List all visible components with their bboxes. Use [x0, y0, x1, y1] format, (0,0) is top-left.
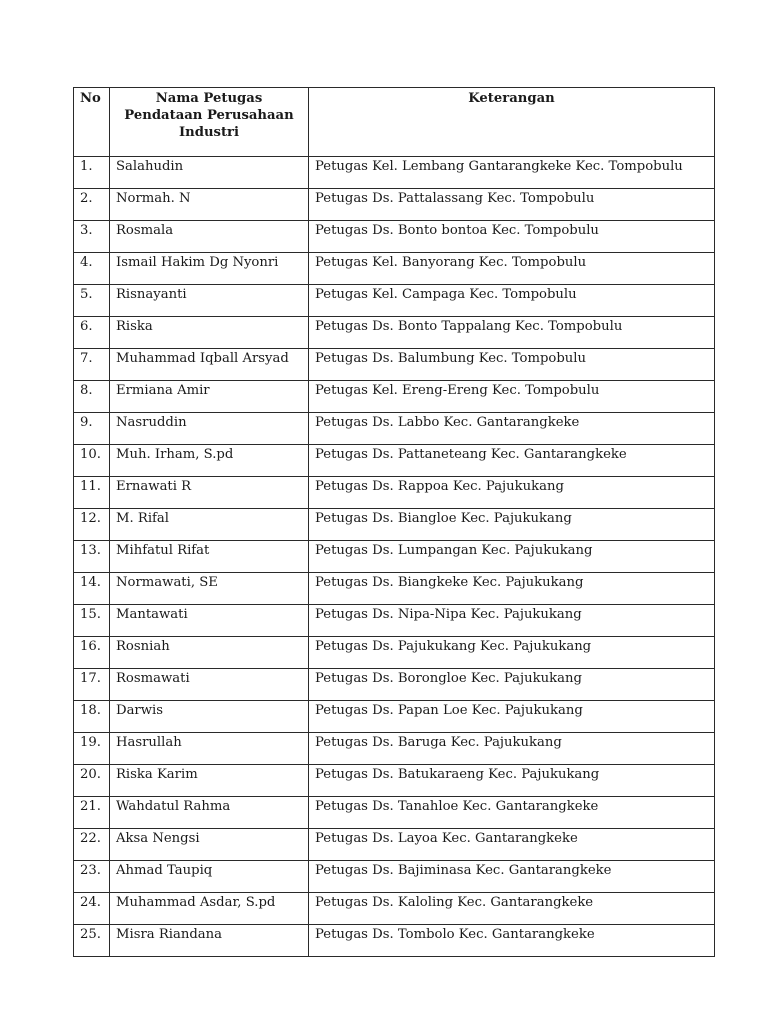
row-nama-petugas: Hasrullah	[110, 733, 309, 765]
table-row	[74, 893, 715, 925]
row-number: 24.	[74, 893, 110, 925]
row-keterangan: Petugas Ds. Biangkeke Kec. Pajukukang	[309, 573, 715, 605]
table-row	[74, 797, 715, 829]
table-row	[74, 829, 715, 861]
row-keterangan: Petugas Ds. Tanahloe Kec. Gantarangkeke	[309, 797, 715, 829]
table-row	[74, 477, 715, 509]
row-nama-petugas: Ismail Hakim Dg Nyonri	[110, 253, 309, 285]
table-row	[74, 701, 715, 733]
row-keterangan: Petugas Kel. Ereng-Ereng Kec. Tompobulu	[309, 381, 715, 413]
row-number: 2.	[74, 189, 110, 221]
row-keterangan: Petugas Ds. Papan Loe Kec. Pajukukang	[309, 701, 715, 733]
row-keterangan: Petugas Ds. Balumbung Kec. Tompobulu	[309, 349, 715, 381]
row-nama-petugas: Salahudin	[110, 157, 309, 189]
row-number: 20.	[74, 765, 110, 797]
row-nama-petugas: Nasruddin	[110, 413, 309, 445]
petugas-table	[73, 87, 715, 957]
row-nama-petugas: Aksa Nengsi	[110, 829, 309, 861]
table-row	[74, 349, 715, 381]
table-row	[74, 541, 715, 573]
table-row	[74, 925, 715, 957]
table-row	[74, 765, 715, 797]
table-row	[74, 285, 715, 317]
row-nama-petugas: Mihfatul Rifat	[110, 541, 309, 573]
row-keterangan: Petugas Ds. Biangloe Kec. Pajukukang	[309, 509, 715, 541]
row-keterangan: Petugas Kel. Campaga Kec. Tompobulu	[309, 285, 715, 317]
row-nama-petugas: Rosmala	[110, 221, 309, 253]
row-nama-petugas: Risnayanti	[110, 285, 309, 317]
row-keterangan: Petugas Ds. Labbo Kec. Gantarangkeke	[309, 413, 715, 445]
row-keterangan: Petugas Ds. Kaloling Kec. Gantarangkeke	[309, 893, 715, 925]
table-row	[74, 861, 715, 893]
row-number: 21.	[74, 797, 110, 829]
row-number: 8.	[74, 381, 110, 413]
row-nama-petugas: Riska	[110, 317, 309, 349]
header-no: No	[74, 88, 110, 157]
row-nama-petugas: Darwis	[110, 701, 309, 733]
row-number: 22.	[74, 829, 110, 861]
table-row	[74, 637, 715, 669]
table-row	[74, 605, 715, 637]
header-nama-petugas	[110, 88, 309, 157]
row-keterangan: Petugas Ds. Batukaraeng Kec. Pajukukang	[309, 765, 715, 797]
row-number: 1.	[74, 157, 110, 189]
header-nama-line3: Industri	[178, 125, 240, 140]
row-nama-petugas: Riska Karim	[110, 765, 309, 797]
row-keterangan: Petugas Ds. Pattalassang Kec. Tompobulu	[309, 189, 715, 221]
row-number: 7.	[74, 349, 110, 381]
document-page	[73, 87, 714, 957]
row-number: 4.	[74, 253, 110, 285]
row-keterangan: Petugas Ds. Baruga Kec. Pajukukang	[309, 733, 715, 765]
row-keterangan: Petugas Ds. Bonto Tappalang Kec. Tompobulu	[309, 317, 715, 349]
row-nama-petugas: Misra Riandana	[110, 925, 309, 957]
row-nama-petugas: Wahdatul Rahma	[110, 797, 309, 829]
row-nama-petugas: Ahmad Taupiq	[110, 861, 309, 893]
row-nama-petugas: Ermiana Amir	[110, 381, 309, 413]
table-row	[74, 733, 715, 765]
row-number: 13.	[74, 541, 110, 573]
row-number: 19.	[74, 733, 110, 765]
row-number: 17.	[74, 669, 110, 701]
row-number: 11.	[74, 477, 110, 509]
table-row	[74, 189, 715, 221]
row-nama-petugas: Muhammad Asdar, S.pd	[110, 893, 309, 925]
table-row	[74, 157, 715, 189]
header-keterangan: Keterangan	[309, 88, 715, 157]
row-nama-petugas: Muhammad Iqball Arsyad	[110, 349, 309, 381]
row-nama-petugas: Normah. N	[110, 189, 309, 221]
table-row	[74, 509, 715, 541]
row-nama-petugas: Normawati, SE	[110, 573, 309, 605]
row-number: 6.	[74, 317, 110, 349]
table-row	[74, 221, 715, 253]
row-keterangan: Petugas Ds. Pattaneteang Kec. Gantarangkeke	[309, 445, 715, 477]
row-number: 23.	[74, 861, 110, 893]
row-number: 18.	[74, 701, 110, 733]
row-number: 12.	[74, 509, 110, 541]
table-row	[74, 445, 715, 477]
header-nama-line2: Pendataan Perusahaan	[124, 108, 294, 123]
row-number: 14.	[74, 573, 110, 605]
table-row	[74, 413, 715, 445]
table-row	[74, 381, 715, 413]
row-nama-petugas: Ernawati R	[110, 477, 309, 509]
row-keterangan: Petugas Kel. Lembang Gantarangkeke Kec. Tompobulu	[309, 157, 715, 189]
row-number: 25.	[74, 925, 110, 957]
table-row	[74, 317, 715, 349]
row-keterangan: Petugas Ds. Pajukukang Kec. Pajukukang	[309, 637, 715, 669]
row-keterangan: Petugas Ds. Borongloe Kec. Pajukukang	[309, 669, 715, 701]
table-row	[74, 669, 715, 701]
row-keterangan: Petugas Ds. Nipa-Nipa Kec. Pajukukang	[309, 605, 715, 637]
row-keterangan: Petugas Ds. Layoa Kec. Gantarangkeke	[309, 829, 715, 861]
row-number: 10.	[74, 445, 110, 477]
row-keterangan: Petugas Ds. Bajiminasa Kec. Gantarangkeke	[309, 861, 715, 893]
row-keterangan: Petugas Ds. Tombolo Kec. Gantarangkeke	[309, 925, 715, 957]
row-keterangan: Petugas Ds. Bonto bontoa Kec. Tompobulu	[309, 221, 715, 253]
table-row	[74, 253, 715, 285]
table-header-row	[74, 88, 715, 157]
table-row	[74, 573, 715, 605]
row-nama-petugas: M. Rifal	[110, 509, 309, 541]
header-nama-line1: Nama Petugas	[155, 91, 263, 106]
row-keterangan: Petugas Ds. Rappoa Kec. Pajukukang	[309, 477, 715, 509]
row-number: 9.	[74, 413, 110, 445]
row-nama-petugas: Muh. Irham, S.pd	[110, 445, 309, 477]
row-number: 16.	[74, 637, 110, 669]
row-nama-petugas: Rosmawati	[110, 669, 309, 701]
row-number: 15.	[74, 605, 110, 637]
row-nama-petugas: Mantawati	[110, 605, 309, 637]
row-nama-petugas: Rosniah	[110, 637, 309, 669]
row-keterangan: Petugas Kel. Banyorang Kec. Tompobulu	[309, 253, 715, 285]
row-keterangan: Petugas Ds. Lumpangan Kec. Pajukukang	[309, 541, 715, 573]
row-number: 5.	[74, 285, 110, 317]
row-number: 3.	[74, 221, 110, 253]
